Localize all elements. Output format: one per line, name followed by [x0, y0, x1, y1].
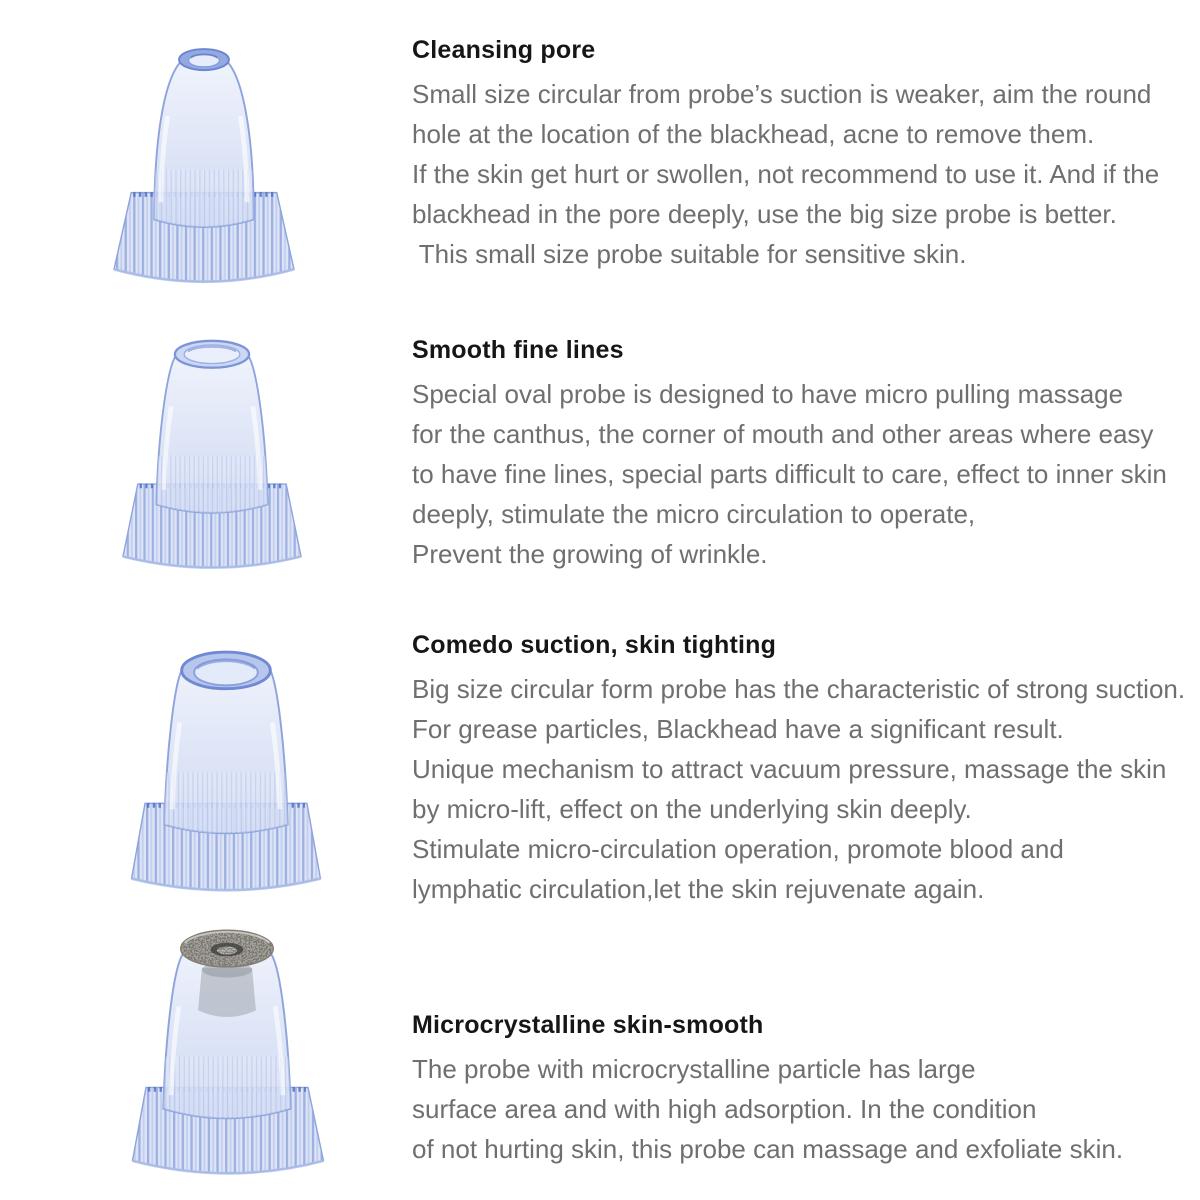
section-text-line: blackhead in the pore deeply, use the big size probe is better.	[412, 199, 1117, 229]
section-text-line: Prevent the growing of wrinkle.	[412, 539, 768, 569]
microcrystalline-probe-photo	[113, 910, 341, 1180]
section-text-line: Stimulate micro-circulation operation, promote blood and	[412, 834, 1064, 864]
section-comedo-suction	[412, 625, 1194, 909]
section-heading: Comedo suction, skin tighting	[412, 631, 777, 659]
section-text-line: lymphatic circulation,let the skin rejuvenate again.	[412, 874, 985, 904]
oval-probe-photo	[110, 316, 314, 578]
section-text-line: hole at the location of the blackhead, acne to remove them.	[412, 119, 1095, 149]
section-cleansing-pore	[412, 30, 1194, 274]
section-heading: Cleansing pore	[412, 36, 596, 64]
section-text-line: For grease particles, Blackhead have a significant result.	[412, 714, 1064, 744]
big-circular-probe-photo	[120, 618, 332, 904]
section-text-line: of not hurting skin, this probe can massage and exfoliate skin.	[412, 1134, 1124, 1164]
section-text-line: Big size circular form probe has the characteristic of strong suction.	[412, 674, 1186, 704]
section-text-line: deeply, stimulate the micro circulation to operate,	[412, 499, 976, 529]
section-text-line: This small size probe suitable for sensitive skin.	[412, 239, 967, 269]
small-circular-probe-photo	[98, 28, 310, 296]
section-microcrystalline	[412, 1005, 1194, 1169]
section-heading: Microcrystalline skin-smooth	[412, 1011, 764, 1039]
section-heading: Smooth fine lines	[412, 336, 624, 364]
section-text-line: by micro-lift, effect on the underlying skin deeply.	[412, 794, 972, 824]
section-text-line: The probe with microcrystalline particle has large	[412, 1054, 976, 1084]
section-text-line: for the canthus, the corner of mouth and other areas where easy	[412, 419, 1154, 449]
section-smooth-fine-lines	[412, 330, 1194, 574]
section-text-line: to have fine lines, special parts difficult to care, effect to inner skin	[412, 459, 1167, 489]
section-text-line: surface area and with high adsorption. In the condition	[412, 1094, 1037, 1124]
section-text-line: Small size circular from probe’s suction is weaker, aim the round	[412, 79, 1152, 109]
section-text-line: If the skin get hurt or swollen, not recommend to use it. And if the	[412, 159, 1160, 189]
section-text-line: Special oval probe is designed to have micro pulling massage	[412, 379, 1124, 409]
section-text-line: Unique mechanism to attract vacuum pressure, massage the skin	[412, 754, 1167, 784]
